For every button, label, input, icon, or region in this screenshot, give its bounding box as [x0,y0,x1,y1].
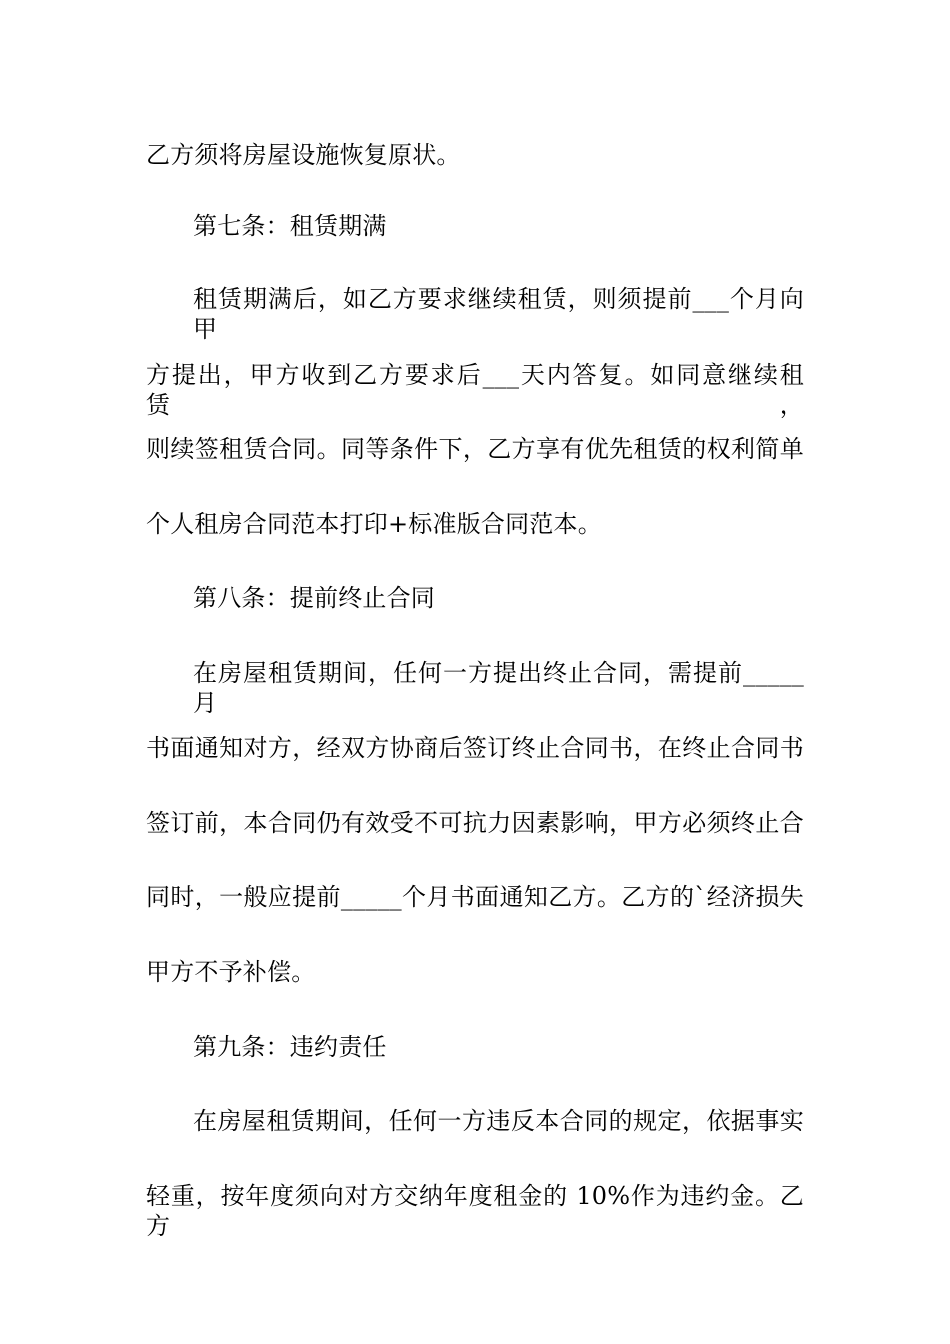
article-heading: 第八条：提前终止合同 [193,584,435,612]
paragraph-line: 轻重，按年度须向对方交纳年度租金的 10%作为违约金。乙方 [146,1182,804,1240]
article-heading: 第七条：租赁期满 [193,212,387,240]
paragraph-line: 书面通知对方，经双方协商后签订终止合同书，在终止合同书 [146,734,804,762]
paragraph-line: 在房屋租赁期间，任何一方提出终止合同，需提前_____月 [193,659,804,717]
paragraph-line: 同时，一般应提前_____个月书面通知乙方。乙方的`经济损失 [146,883,804,911]
paragraph-line: 方提出，甲方收到乙方要求后___天内答复。如同意继续租赁， [146,361,804,419]
paragraph-line: 甲方不予补偿。 [146,958,316,986]
paragraph-line: 则续签租赁合同。同等条件下，乙方享有优先租赁的权利简单 [146,435,804,463]
paragraph-line: 个人租房合同范本打印+标准版合同范本。 [146,510,602,538]
paragraph-line: 租赁期满后，如乙方要求继续租赁，则须提前___个月向甲 [193,285,804,343]
article-heading: 第九条：违约责任 [193,1033,387,1061]
paragraph-line: 在房屋租赁期间，任何一方违反本合同的规定，依据事实 [193,1107,804,1135]
paragraph-line: 签订前，本合同仍有效受不可抗力因素影响，甲方必须终止合 [146,809,804,837]
paragraph-line: 乙方须将房屋设施恢复原状。 [146,141,461,169]
